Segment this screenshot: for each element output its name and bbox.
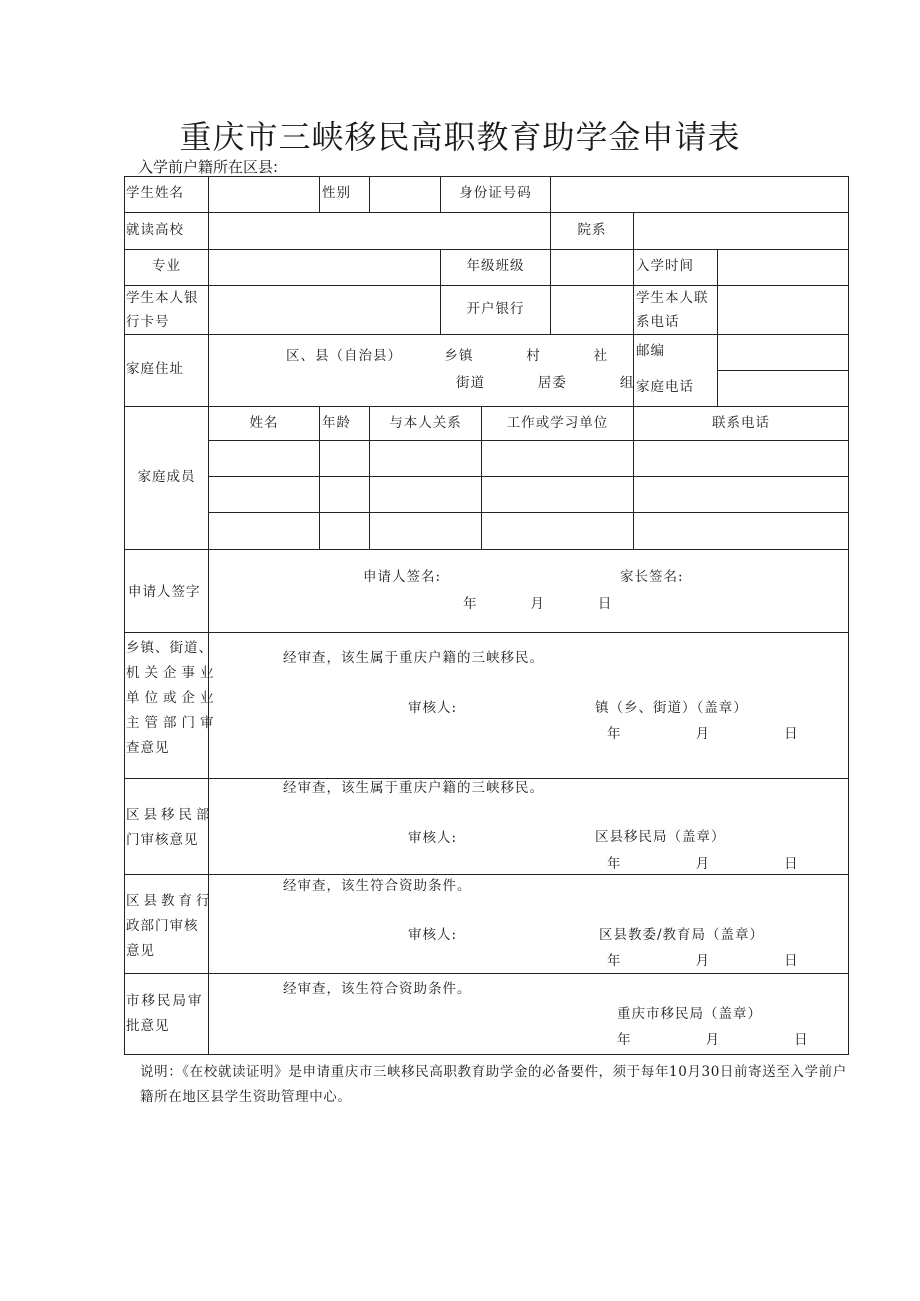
review-statement: 经审查，该生符合资助条件。 xyxy=(283,981,472,997)
bank-card-label-line1: 学生本人银 xyxy=(126,290,199,306)
bank-card-label-line2: 行卡号 xyxy=(126,314,170,330)
stamp-label: 区县移民局（盖章） xyxy=(595,829,726,845)
review-label-line: 门审核意见 xyxy=(126,832,199,848)
family-header-name: 姓名 xyxy=(249,415,279,431)
review-label-line: 单位或企业 xyxy=(126,690,219,706)
review-label-line: 查意见 xyxy=(126,740,170,756)
family-header-age: 年龄 xyxy=(322,415,351,431)
bank-card-field[interactable] xyxy=(209,286,440,334)
col-line xyxy=(633,334,634,406)
row-line xyxy=(124,406,849,407)
grade-class-label: 年级班级 xyxy=(466,258,525,274)
applicant-signature-field[interactable]: 申请人签名: xyxy=(363,569,442,585)
review-date[interactable]: 年 月 日 xyxy=(617,1032,809,1048)
family-member-row[interactable] xyxy=(209,477,848,512)
family-members-label: 家庭成员 xyxy=(137,469,196,485)
id-number-field[interactable] xyxy=(551,177,848,212)
review-label-line: 市移民局审 xyxy=(126,993,204,1009)
hukou-district-label: 入学前户籍所在区县: xyxy=(138,158,279,176)
review-label-line: 机关企事业 xyxy=(126,665,219,681)
table-border-bottom xyxy=(124,1054,849,1055)
stamp-label: 重庆市移民局（盖章） xyxy=(617,1006,762,1022)
student-phone-field[interactable] xyxy=(718,286,848,334)
family-member-row[interactable] xyxy=(209,441,848,476)
major-field[interactable] xyxy=(209,250,440,285)
row-line xyxy=(124,874,849,875)
review-statement: 经审查，该生属于重庆户籍的三峡移民。 xyxy=(283,780,544,796)
enroll-time-label: 入学时间 xyxy=(636,258,694,274)
review-label-line: 意见 xyxy=(126,943,155,959)
review-statement: 经审查，该生属于重庆户籍的三峡移民。 xyxy=(283,650,544,666)
review-statement: 经审查，该生符合资助条件。 xyxy=(283,878,472,894)
applicant-sign-label: 申请人签字 xyxy=(128,584,201,600)
review-label-line: 区县移民部 xyxy=(126,807,214,823)
review-label-line: 政部门审核 xyxy=(126,918,199,934)
enroll-time-field[interactable] xyxy=(718,250,848,285)
id-number-label: 身份证号码 xyxy=(459,185,532,201)
grade-class-field[interactable] xyxy=(551,250,633,285)
family-member-row[interactable] xyxy=(209,513,848,549)
stamp-label: 区县教委/教育局（盖章） xyxy=(599,927,765,943)
table-border-left xyxy=(124,176,125,1055)
home-phone-field[interactable] xyxy=(718,371,848,406)
form-title: 重庆市三峡移民高职教育助学金申请表 xyxy=(179,118,741,156)
parent-signature-field[interactable]: 家长签名: xyxy=(620,569,684,585)
student-name-field[interactable] xyxy=(209,177,319,212)
col-line xyxy=(319,176,320,212)
major-label: 专业 xyxy=(152,258,181,274)
school-field[interactable] xyxy=(209,213,550,249)
department-field[interactable] xyxy=(634,213,848,249)
table-border-right xyxy=(848,176,849,1055)
review-label-line: 乡镇、街道、 xyxy=(126,640,213,656)
family-header-phone: 联系电话 xyxy=(712,415,770,431)
student-phone-label-line2: 系电话 xyxy=(636,314,680,330)
reviewer-field[interactable]: 审核人: xyxy=(408,700,458,716)
row-line xyxy=(124,973,849,974)
family-header-workplace: 工作或学习单位 xyxy=(506,415,609,431)
reviewer-field[interactable]: 审核人: xyxy=(408,830,458,846)
student-name-label: 学生姓名 xyxy=(126,185,184,201)
signature-date[interactable]: 年 月 日 xyxy=(463,596,613,612)
row-line xyxy=(124,549,849,550)
review-label-line: 区县教育行 xyxy=(126,893,214,909)
reviewer-field[interactable]: 审核人: xyxy=(408,927,458,943)
postcode-field[interactable] xyxy=(718,335,848,370)
school-label: 就读高校 xyxy=(126,222,184,238)
review-label-line: 主管部门审 xyxy=(126,715,219,731)
footnote: 说明：《在校就读证明》是申请重庆市三峡移民高职教育助学金的必备要件，须于每年10月30日前寄送至入学前户籍所在地区县学生资助管理中心。 xyxy=(140,1064,847,1105)
family-header-relation: 与本人关系 xyxy=(389,415,462,431)
stamp-label: 镇（乡、街道）（盖章） xyxy=(595,700,748,716)
postcode-label: 邮编 xyxy=(636,343,665,359)
address-line-2[interactable]: 街道 居委 组 xyxy=(456,375,635,391)
review-date[interactable]: 年 月 日 xyxy=(607,953,799,969)
row-line xyxy=(124,778,849,779)
review-label-line: 批意见 xyxy=(126,1018,170,1034)
col-line xyxy=(633,249,634,334)
bank-field[interactable] xyxy=(551,286,633,334)
home-phone-label: 家庭电话 xyxy=(636,379,694,395)
gender-field[interactable] xyxy=(370,177,440,212)
row-line xyxy=(124,632,849,633)
address-label: 家庭住址 xyxy=(126,361,184,377)
gender-label: 性别 xyxy=(322,185,351,201)
review-date[interactable]: 年 月 日 xyxy=(607,726,799,742)
department-label: 院系 xyxy=(577,222,607,238)
bank-label: 开户银行 xyxy=(466,301,525,317)
student-phone-label-line1: 学生本人联 xyxy=(636,290,709,306)
review-date[interactable]: 年 月 日 xyxy=(607,856,799,872)
address-line-1[interactable]: 区、县（自治县） 乡镇 村 社 xyxy=(286,348,609,364)
